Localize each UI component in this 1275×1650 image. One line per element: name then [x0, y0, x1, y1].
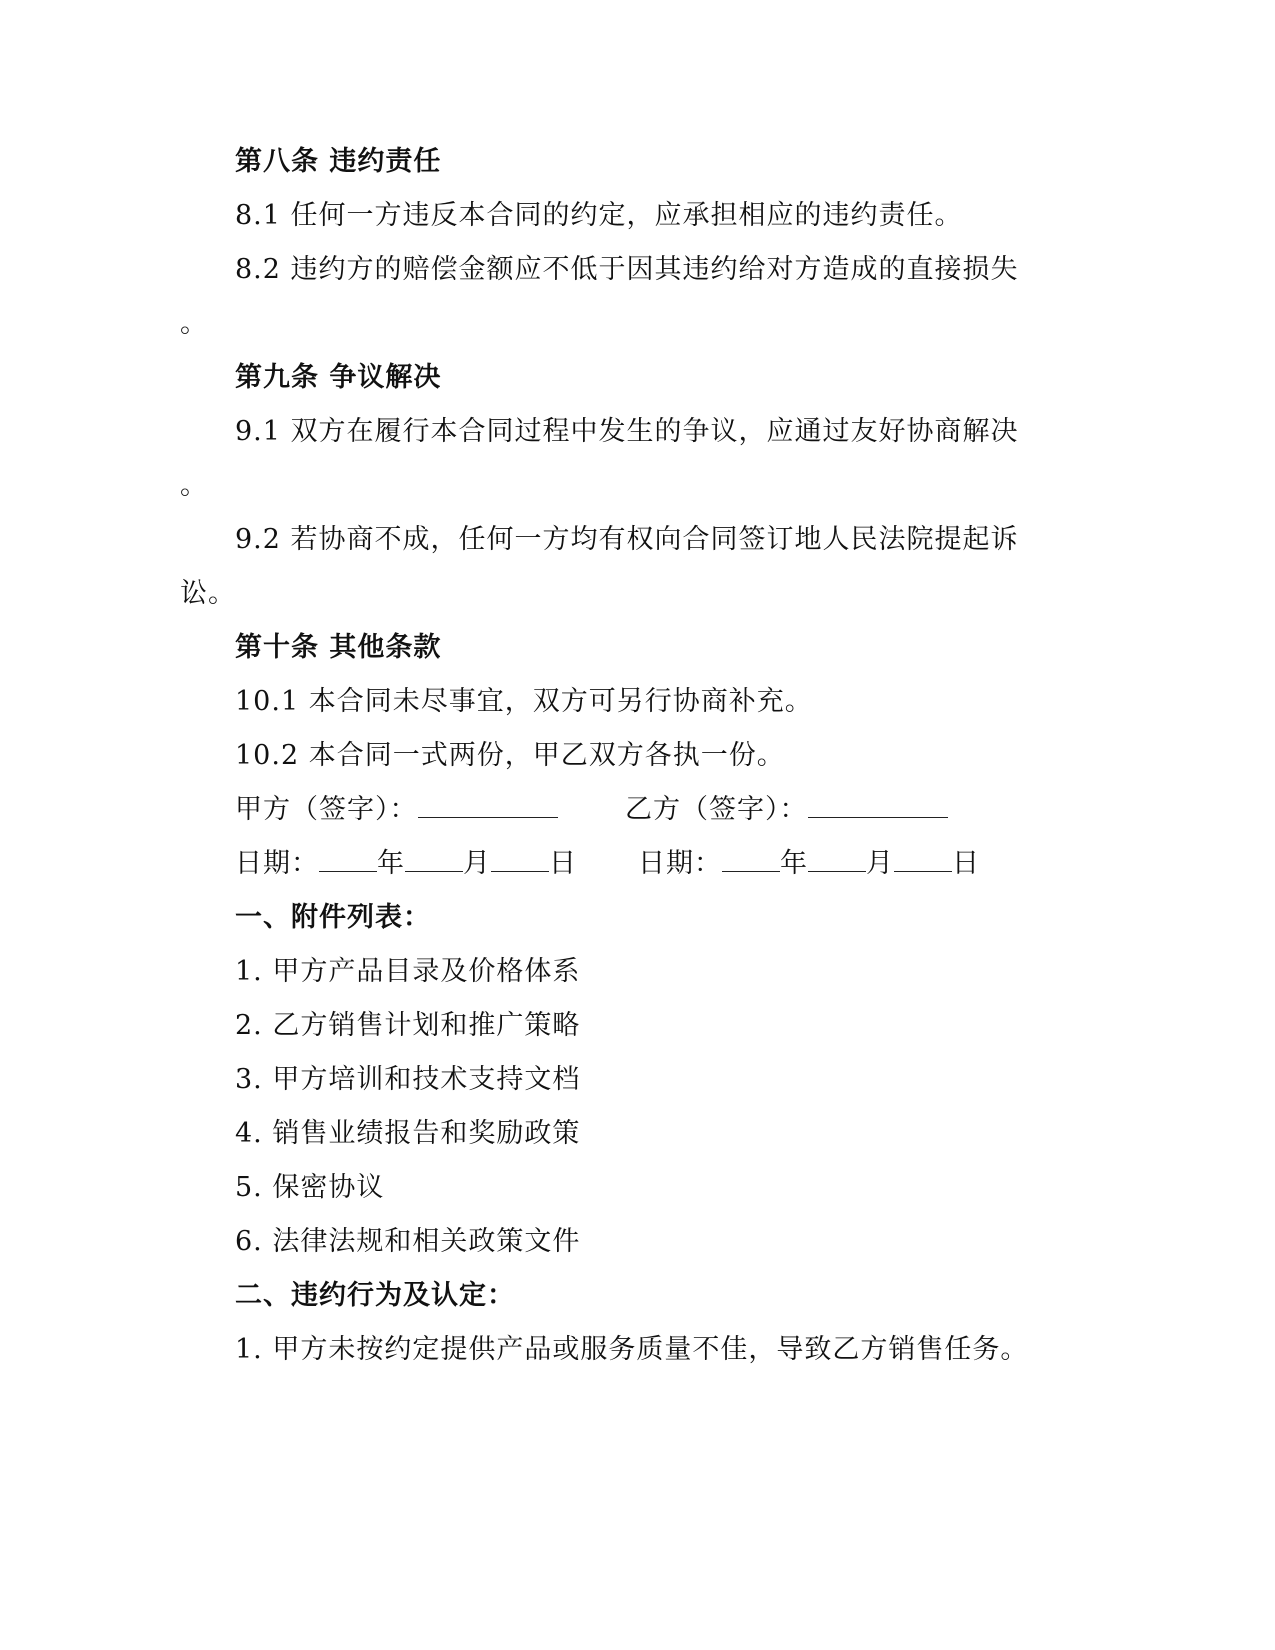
year-blank-b	[722, 847, 780, 872]
party-b-signature	[625, 793, 948, 827]
day-label-b: 日	[952, 848, 980, 879]
party-a-signature	[235, 793, 558, 827]
party-b-signature-blank	[808, 793, 948, 818]
month-label-b: 月	[866, 848, 894, 879]
clause-9-1-continuation: 。	[180, 470, 208, 501]
year-label-a: 年	[377, 848, 405, 879]
attachments-title: 一、附件列表：	[235, 902, 431, 933]
breach-item: 1. 甲方未按约定提供产品或服务质量不佳，导致乙方销售任务。	[235, 1334, 1029, 1365]
attachment-item: 3. 甲方培训和技术支持文档	[235, 1064, 581, 1095]
day-blank-a	[491, 847, 549, 872]
party-a-date	[235, 847, 577, 881]
clause-10-1: 10.1 本合同未尽事宜，双方可另行协商补充。	[235, 686, 813, 717]
attachment-item: 1. 甲方产品目录及价格体系	[235, 956, 581, 987]
party-b-date	[638, 847, 980, 881]
attachment-item: 5. 保密协议	[235, 1172, 385, 1203]
year-label-b: 年	[780, 848, 808, 879]
month-blank-a	[405, 847, 463, 872]
date-label-a: 日期：	[235, 848, 319, 879]
article-10-title: 第十条 其他条款	[235, 632, 442, 663]
clause-8-2: 8.2 违约方的赔偿金额应不低于因其违约给对方造成的直接损失	[235, 254, 1019, 285]
clause-8-2-continuation: 。	[180, 308, 208, 339]
attachment-item: 2. 乙方销售计划和推广策略	[235, 1010, 581, 1041]
clause-9-2: 9.2 若协商不成，任何一方均有权向合同签订地人民法院提起诉	[235, 524, 1019, 555]
article-9-title: 第九条 争议解决	[235, 362, 442, 393]
month-blank-b	[808, 847, 866, 872]
attachment-item: 4. 销售业绩报告和奖励政策	[235, 1118, 581, 1149]
party-a-label: 甲方（签字）：	[235, 794, 418, 825]
clause-9-1: 9.1 双方在履行本合同过程中发生的争议，应通过友好协商解决	[235, 416, 1019, 447]
party-b-label: 乙方（签字）：	[625, 794, 808, 825]
party-a-signature-blank	[418, 793, 558, 818]
breach-title: 二、违约行为及认定：	[235, 1280, 515, 1311]
clause-8-1: 8.1 任何一方违反本合同的约定，应承担相应的违约责任。	[235, 200, 963, 231]
date-label-b: 日期：	[638, 848, 722, 879]
clause-9-2-continuation: 讼。	[180, 578, 236, 609]
month-label-a: 月	[463, 848, 491, 879]
article-8-title: 第八条 违约责任	[235, 146, 442, 177]
year-blank-a	[319, 847, 377, 872]
clause-10-2: 10.2 本合同一式两份，甲乙双方各执一份。	[235, 740, 785, 771]
day-blank-b	[894, 847, 952, 872]
attachment-item: 6. 法律法规和相关政策文件	[235, 1226, 581, 1257]
day-label-a: 日	[549, 848, 577, 879]
